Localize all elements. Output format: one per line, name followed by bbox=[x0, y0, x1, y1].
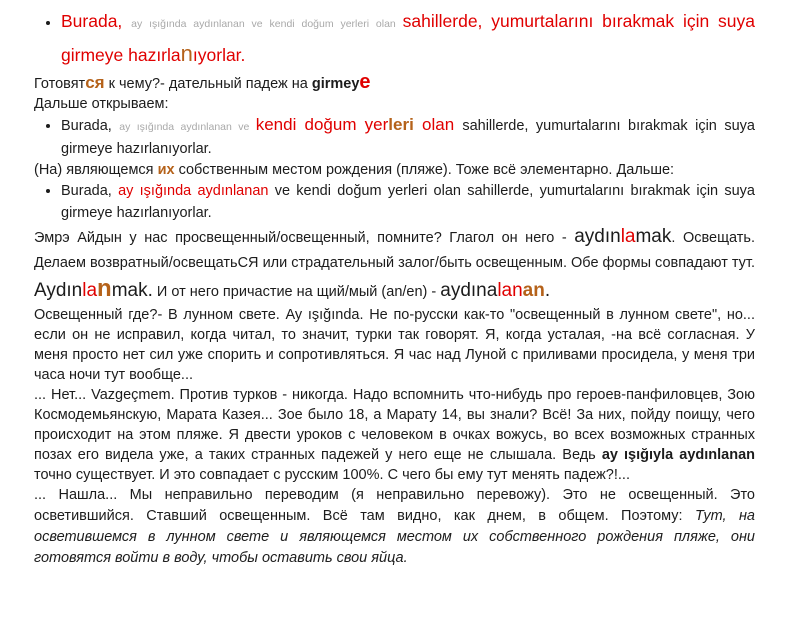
text-segment: lan bbox=[497, 280, 523, 301]
text-segment: собственным местом рождения (пляже). Тоже всё элементарно. Дальше: bbox=[174, 162, 675, 178]
list-item bbox=[61, 6, 755, 72]
text-segment: ay ışığıyla aydınlanan bbox=[601, 447, 756, 463]
text-segment: ... Нашла... Мы неправильно переводим (я неправильно перевожу). Это не освещенный. Это осветившийся. Ставший освещенным. Всё там видно, как днем, в общем. Поэтому: bbox=[34, 487, 755, 524]
text-segment: Burada, bbox=[61, 11, 132, 31]
text-segment: . bbox=[544, 280, 551, 301]
text-segment: kendi doğum yer bbox=[255, 115, 389, 134]
text-segment: Дальше открываем: bbox=[34, 96, 169, 112]
text-segment: ся bbox=[85, 73, 105, 92]
text-segment: leri bbox=[388, 115, 414, 134]
text-segment: ... Нет... Vazgeçmem. Против турков - никогда. Надо вспомнить что-нибудь про героев-панфиловцев, Зою Космодемьянскую, Марата Казея... Зое было 18, а Марату 14, вы знали? Всё! За них, пойду поищу, чего происходит на этом пляже. Я двести уроков с человеком в очках вожусь, во всех возможных странных позах его видела уже, а таких странных падежей у него еще не слышала. Ведь bbox=[34, 387, 755, 463]
text-segment: ay ışığında aydınlanan bbox=[118, 183, 269, 199]
bullet-sentence-3 bbox=[34, 180, 755, 224]
text-segment: их bbox=[157, 162, 175, 178]
text-segment: n bbox=[180, 41, 193, 66]
text-segment: aydına bbox=[440, 280, 498, 301]
text-segment: girmey bbox=[311, 76, 360, 92]
text-segment: Burada, bbox=[61, 183, 119, 199]
text-segment: mak. bbox=[111, 280, 153, 301]
text-segment: Эмрэ Айдын у нас просвещенный/освещенный, помните? Глагол он него - bbox=[34, 230, 575, 246]
text-segment: . Освещать. Делаем возвратный/освещатьСЯ или страдательный залог/быть освещенным. Обе формы совпадают тут. bbox=[34, 230, 755, 271]
text-segment: mak bbox=[635, 226, 672, 247]
text-segment: an bbox=[522, 280, 545, 301]
para-net bbox=[34, 385, 755, 485]
list-item bbox=[61, 180, 755, 224]
text-segment: точно существует. И это совпадает с русским 100%. С чего бы ему тут менять падеж?!... bbox=[34, 467, 630, 483]
text-segment: Освещенный где?- В лунном свете. Ay ışığında. Не по-русски как-то "освещенный в лунном свете", но... если он не исправил, когда читал, то значит, турки так говорят. Я, когда усталая, -на всё согласная. У меня просто нет сил уже спорить и сопротивляться. Я час над Луной с приливами просидела, у меня три часа ночи тут вообще... bbox=[34, 307, 755, 383]
line-gotovyatsya bbox=[34, 72, 755, 94]
line-na-yavlyayushchemsya bbox=[34, 160, 755, 180]
text-segment: la bbox=[620, 226, 636, 247]
text-segment: Готовят bbox=[34, 76, 86, 92]
text-segment: sahillerde, yumurtalarını bırakmak için suya girmeye hazırlanıyorlar. bbox=[61, 118, 755, 157]
text-segment: е bbox=[359, 71, 371, 93]
text-segment: olan bbox=[413, 115, 463, 134]
text-segment: sahillerde, yumurtalarını bırakmak için suya girmeye hazırla bbox=[61, 11, 755, 65]
text-segment: n bbox=[97, 275, 112, 302]
list-item bbox=[61, 114, 755, 160]
para-nashla bbox=[34, 485, 755, 569]
bullet-sentence-2 bbox=[34, 114, 755, 160]
text-segment: Burada, bbox=[61, 118, 120, 134]
text-segment: к чему?- дательный падеж на bbox=[104, 76, 312, 92]
text-segment: И от него причастие на щий/мый (an/en) - bbox=[152, 284, 441, 300]
text-segment: ay ışığında aydınlanan ve kendi doğum yerleri olan bbox=[131, 18, 403, 30]
para-emre bbox=[34, 224, 755, 305]
para-osveshchenny bbox=[34, 305, 755, 385]
bullet-sentence-1 bbox=[34, 6, 755, 72]
text-segment: la bbox=[82, 280, 98, 301]
text-segment: ıyorlar. bbox=[192, 45, 246, 65]
text-segment: ay ışığında aydınlanan ve bbox=[119, 121, 256, 133]
line-dalshe bbox=[34, 94, 755, 114]
text-segment: Aydın bbox=[34, 280, 83, 301]
text-segment: ve kendi doğum yerleri olan sahillerde, yumurtalarını bırakmak için suya girmeye hazırlanıyorlar. bbox=[61, 183, 755, 221]
text-segment: aydın bbox=[574, 226, 621, 247]
text-segment: Тут, на осветившемся в лунном свете и являющемся местом их собственного рождения пляже, они готовятся войти в воду, чтобы оставить свои яйца. bbox=[34, 508, 755, 566]
text-segment: (На) являющемся bbox=[34, 162, 158, 178]
